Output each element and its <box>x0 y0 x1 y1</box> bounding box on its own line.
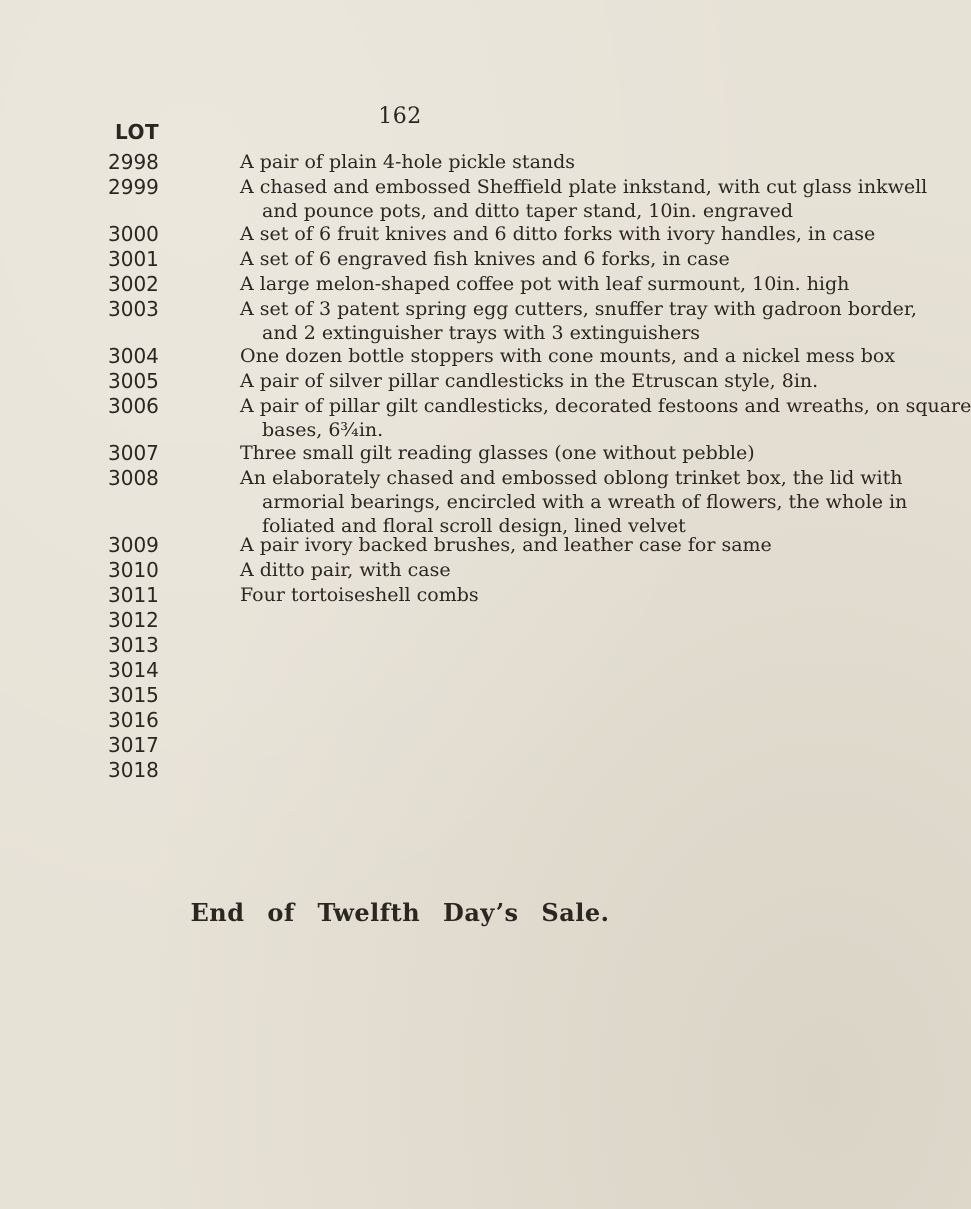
lot-description-line: A chased and embossed Sheffield plate inkstand, with cut glass inkwell <box>240 176 928 198</box>
lot-number: 3014 <box>108 658 159 682</box>
lot-description-line: Four tortoiseshell combs <box>240 584 479 606</box>
lot-number: 3011 <box>108 583 159 607</box>
lot-description <box>240 272 850 296</box>
lot-description-continuation: armorial bearings, encircled with a wreath of flowers, the whole in <box>262 491 908 513</box>
lot-description-line: A set of 3 patent spring egg cutters, snuffer tray with gadroon border, <box>240 298 917 320</box>
lot-number: 2998 <box>108 150 159 174</box>
lot-description-line: A large melon-shaped coffee pot with leaf surmount, 10in. high <box>240 273 850 295</box>
lot-description <box>240 558 800 582</box>
lot-number: 3002 <box>108 272 159 296</box>
lot-description-line: Three small gilt reading glasses (one without pebble) <box>240 442 755 464</box>
lot-description-line: One dozen bottle stoppers with cone mounts, and a nickel mess box <box>240 345 896 367</box>
lot-description-line: A pair of pillar gilt candlesticks, decorated festoons and wreaths, on square <box>240 395 971 417</box>
lot-description-continuation: and pounce pots, and ditto taper stand, 10in. engraved <box>262 200 794 222</box>
page-number: 162 <box>378 104 422 129</box>
lot-number: 2999 <box>108 175 159 199</box>
lot-number: 3009 <box>108 533 159 557</box>
lot-description <box>240 533 800 557</box>
lot-description-line: A pair ivory backed brushes, and leather case for same <box>240 534 772 556</box>
lot-description-continuation: bases, 6¾in. <box>262 419 384 441</box>
lot-description <box>240 441 800 465</box>
lot-number: 3013 <box>108 633 159 657</box>
lot-number: 3017 <box>108 733 159 757</box>
lot-description-line: A pair of plain 4-hole pickle stands <box>240 151 576 173</box>
lot-description-line: A pair of silver pillar candlesticks in the Etruscan style, 8in. <box>240 370 819 392</box>
lot-description <box>240 175 928 223</box>
lot-description-line: An elaborately chased and embossed oblong trinket box, the lid with <box>240 467 903 489</box>
lot-description <box>240 297 917 345</box>
lot-description <box>240 150 800 174</box>
lot-description-continuation: foliated and floral scroll design, lined velvet <box>262 515 686 537</box>
lot-description <box>240 369 819 393</box>
lot-description <box>240 222 876 246</box>
lot-description <box>240 466 908 538</box>
lot-number: 3015 <box>108 683 159 707</box>
lot-number: 3007 <box>108 441 159 465</box>
lot-number: 3000 <box>108 222 159 246</box>
lot-description <box>240 394 971 442</box>
lot-number: 3010 <box>108 558 159 582</box>
lot-number: 3004 <box>108 344 159 368</box>
lot-number: 3006 <box>108 394 159 418</box>
lot-number: 3012 <box>108 608 159 632</box>
lot-description-line: A ditto pair, with case <box>240 559 451 581</box>
lot-number: 3005 <box>108 369 159 393</box>
lot-number: 3018 <box>108 758 159 782</box>
lot-number: 3008 <box>108 466 159 490</box>
lot-description <box>240 583 800 607</box>
lot-description-line: A set of 6 engraved fish knives and 6 forks, in case <box>240 248 730 270</box>
lot-description <box>240 344 896 368</box>
lot-number: 3003 <box>108 297 159 321</box>
lot-description-continuation: and 2 extinguisher trays with 3 extinguishers <box>262 322 701 344</box>
lot-description <box>240 247 800 271</box>
lot-column-header: LOT <box>115 120 160 144</box>
end-of-sale-note: End of Twelfth Day’s Sale. <box>190 898 610 927</box>
lot-number: 3001 <box>108 247 159 271</box>
lot-number: 3016 <box>108 708 159 732</box>
lot-description-line: A set of 6 fruit knives and 6 ditto forks with ivory handles, in case <box>240 223 876 245</box>
